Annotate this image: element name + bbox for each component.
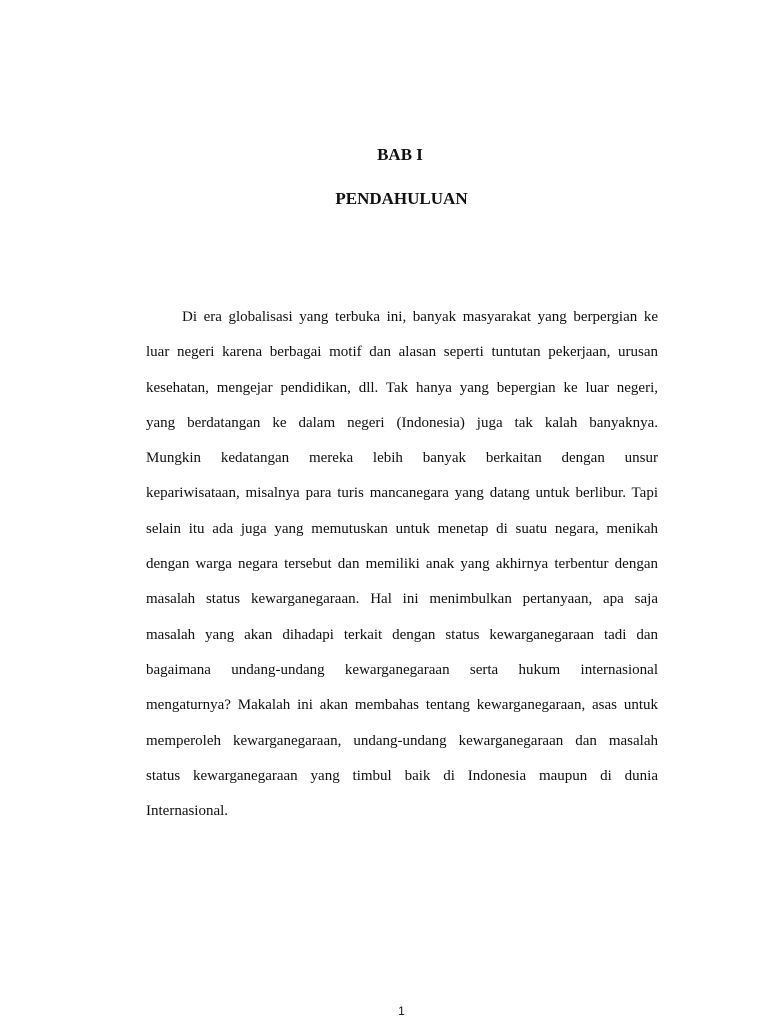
paragraph-line: masalah yang akan dihadapi terkait dengan status kewarganegaraan tadi dan bbox=[146, 626, 658, 643]
paragraph-line: yang berdatangan ke dalam negeri (Indonesia) juga tak kalah banyaknya. bbox=[146, 414, 658, 431]
paragraph-line: masalah status kewarganegaraan. Hal ini menimbulkan pertanyaan, apa saja bbox=[146, 591, 658, 608]
chapter-number: BAB I bbox=[377, 145, 423, 164]
paragraph-line: Di era globalisasi yang terbuka ini, banyak masyarakat yang berpergian ke bbox=[182, 309, 658, 325]
paragraph-line: luar negeri karena berbagai motif dan alasan seperti tuntutan pekerjaan, urusan bbox=[146, 344, 658, 361]
paragraph-line: kesehatan, mengejar pendidikan, dll. Tak hanya yang bepergian ke luar negeri, bbox=[146, 379, 658, 396]
paragraph-line: status kewarganegaraan yang timbul baik di Indonesia maupun di dunia bbox=[146, 767, 658, 784]
paragraph-line: memperoleh kewarganegaraan, undang-undang kewarganegaraan dan masalah bbox=[146, 732, 658, 749]
paragraph-line: Internasional. bbox=[146, 803, 229, 820]
paragraph-line: dengan warga negara tersebut dan memiliki anak yang akhirnya terbentur dengan bbox=[146, 556, 658, 573]
page-number: 1 bbox=[398, 1004, 405, 1018]
body-paragraph bbox=[146, 305, 658, 834]
paragraph-line: Mungkin kedatangan mereka lebih banyak berkaitan dengan unsur bbox=[146, 450, 658, 467]
paragraph-line: mengaturnya? Makalah ini akan membahas tentang kewarganegaraan, asas untuk bbox=[146, 697, 658, 714]
chapter-title: PENDAHULUAN bbox=[335, 189, 468, 208]
paragraph-line: selain itu ada juga yang memutuskan untuk menetap di suatu negara, menikah bbox=[146, 520, 658, 537]
paragraph-line: bagaimana undang-undang kewarganegaraan serta hukum internasional bbox=[146, 661, 658, 678]
paragraph-line: kepariwisataan, misalnya para turis mancanegara yang datang untuk berlibur. Tapi bbox=[146, 485, 658, 502]
